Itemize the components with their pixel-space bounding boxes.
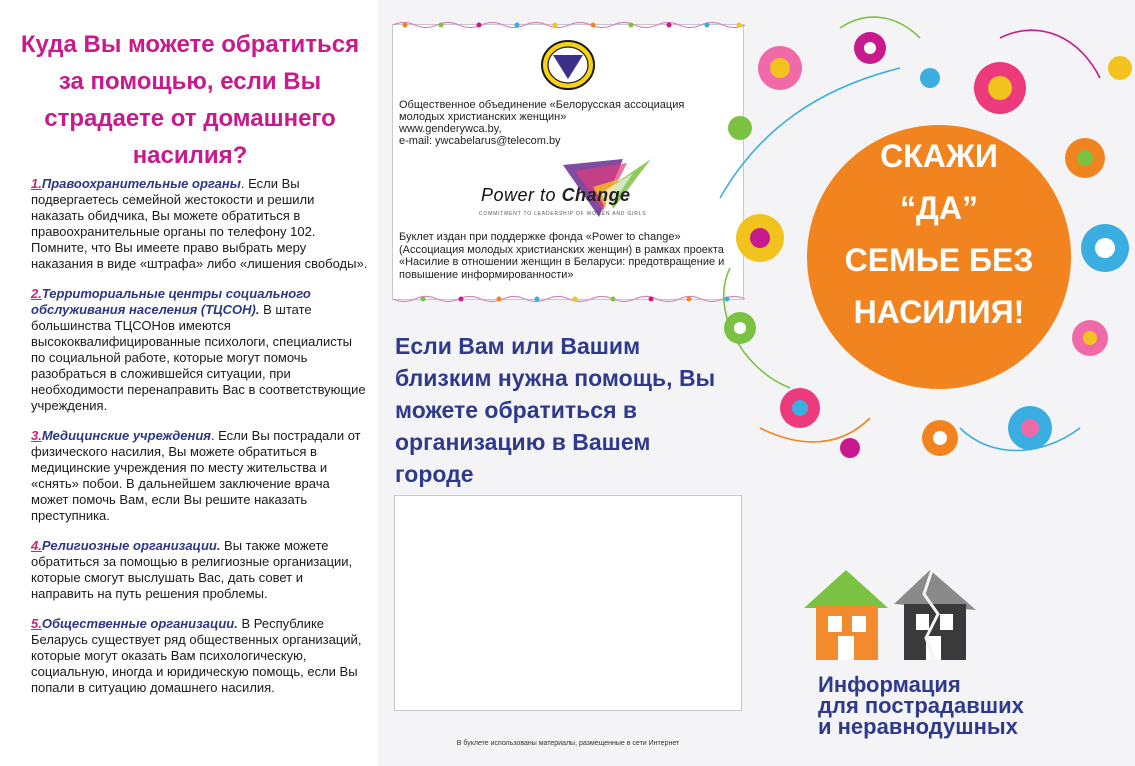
slogan-line: СЕМЬЕ БЕЗ (844, 242, 1034, 278)
list-item (31, 428, 369, 524)
item-number: 5. (31, 616, 42, 631)
info-title-line: для пострадавших (818, 693, 1024, 718)
item-number: 3. (31, 428, 42, 443)
list-item (31, 616, 369, 696)
item-number: 4. (31, 538, 42, 553)
item-heading: Территориальные центры социального обслуживания населения (ТЦСОН). (31, 286, 311, 317)
help-sources-list (31, 176, 369, 710)
item-heading: Религиозные организации. (41, 538, 221, 553)
item-number: 1. (31, 176, 42, 191)
booklet-funding-note: Буклет издан при поддержке фонда «Power to change» (Ассоциация молодых христианских женщин) в рамках проекта «Насилие в отношении женщин в Беларуси: предотвращение и повышение информированности» (399, 231, 725, 281)
item-heading: Медицинские учреждения (41, 428, 211, 443)
slogan-line: “ДА” (900, 190, 978, 226)
slogan-line: НАСИЛИЯ! (853, 294, 1025, 330)
slogan-text (807, 130, 1071, 338)
organization-contacts (399, 99, 729, 147)
logo-word-change: Change (561, 185, 631, 205)
logo-word-power-to: Power to (481, 185, 557, 205)
organization-website: www.genderywca.by, (399, 123, 502, 135)
slogan-line: СКАЖИ (880, 138, 998, 174)
main-title: Куда Вы можете обратиться за помощью, если Вы страдаете от домашнего насилия? (20, 31, 360, 169)
organization-name: Общественное объединение «Белорусская ассоциация молодых христианских женщин» (399, 99, 685, 123)
item-text: . Если Вы подвергаетесь семейной жестокости и решили наказать обидчика, Вы можете обратиться в правоохранительные органы по телефону 102. Помните, что Вы имеете право выбрать меру наказания в виде «штрафа» либо «лишения свободы». (31, 176, 368, 271)
help-heading: Если Вам или Вашим близким нужна помощь, Вы можете обратиться в организацию в Вашем городе (395, 333, 716, 487)
info-title (818, 674, 1128, 737)
info-title-line: Информация (818, 672, 961, 697)
item-text: . Если Вы пострадали от физического насилия, Вы можете обратиться в медицинские учреждения по месту жительства и «снять» побои. В дальнейшем заключение врача может помочь Вам, если Вы решите наказать преступника. (31, 428, 361, 523)
floral-border-icon (393, 294, 745, 304)
logo-wordmark (481, 185, 631, 206)
logo-tagline: COMMITMENT TO LEADERSHIP OF WOMEN AND GIRLS (479, 211, 647, 217)
ywca-logo-icon (539, 39, 597, 91)
item-text: В Республике Беларусь существует ряд общественных организаций, которые могут оказать Вам психологическую, социальную, иногда и юридическую помощь, если Вы попали в ситуацию домашнего насилия. (31, 616, 362, 695)
item-heading: Правоохранительные органы (41, 176, 241, 191)
address-blank-box (394, 495, 742, 711)
footnote: В буклете использованы материалы, размещенные в сети Интернет (456, 740, 680, 747)
item-number: 2. (31, 286, 42, 301)
item-text: Вы также можете обратиться за помощью в религиозные организации, которые смогут выслушать Вас, дать совет и направить на путь решения проблемы. (31, 538, 353, 601)
info-title-line: и неравнодушных (818, 714, 1018, 739)
organization-email: e-mail: ywcabelarus@telecom.by (399, 135, 561, 147)
item-text: В штате большинства ТЦСОНов имеются высококвалифицированные психологи, специалисты по социальной работе, которые могут помочь разобраться в сложившейся ситуации, при необходимости перенаправить Вас в соответствующие учреждения. (31, 302, 366, 413)
organization-info-box (392, 24, 744, 300)
houses-icon (800, 564, 980, 664)
list-item (31, 286, 369, 414)
floral-border-icon (393, 20, 745, 30)
item-heading: Общественные организации. (41, 616, 238, 631)
list-item (31, 538, 369, 602)
list-item (31, 176, 369, 272)
power-to-change-logo (479, 159, 659, 221)
